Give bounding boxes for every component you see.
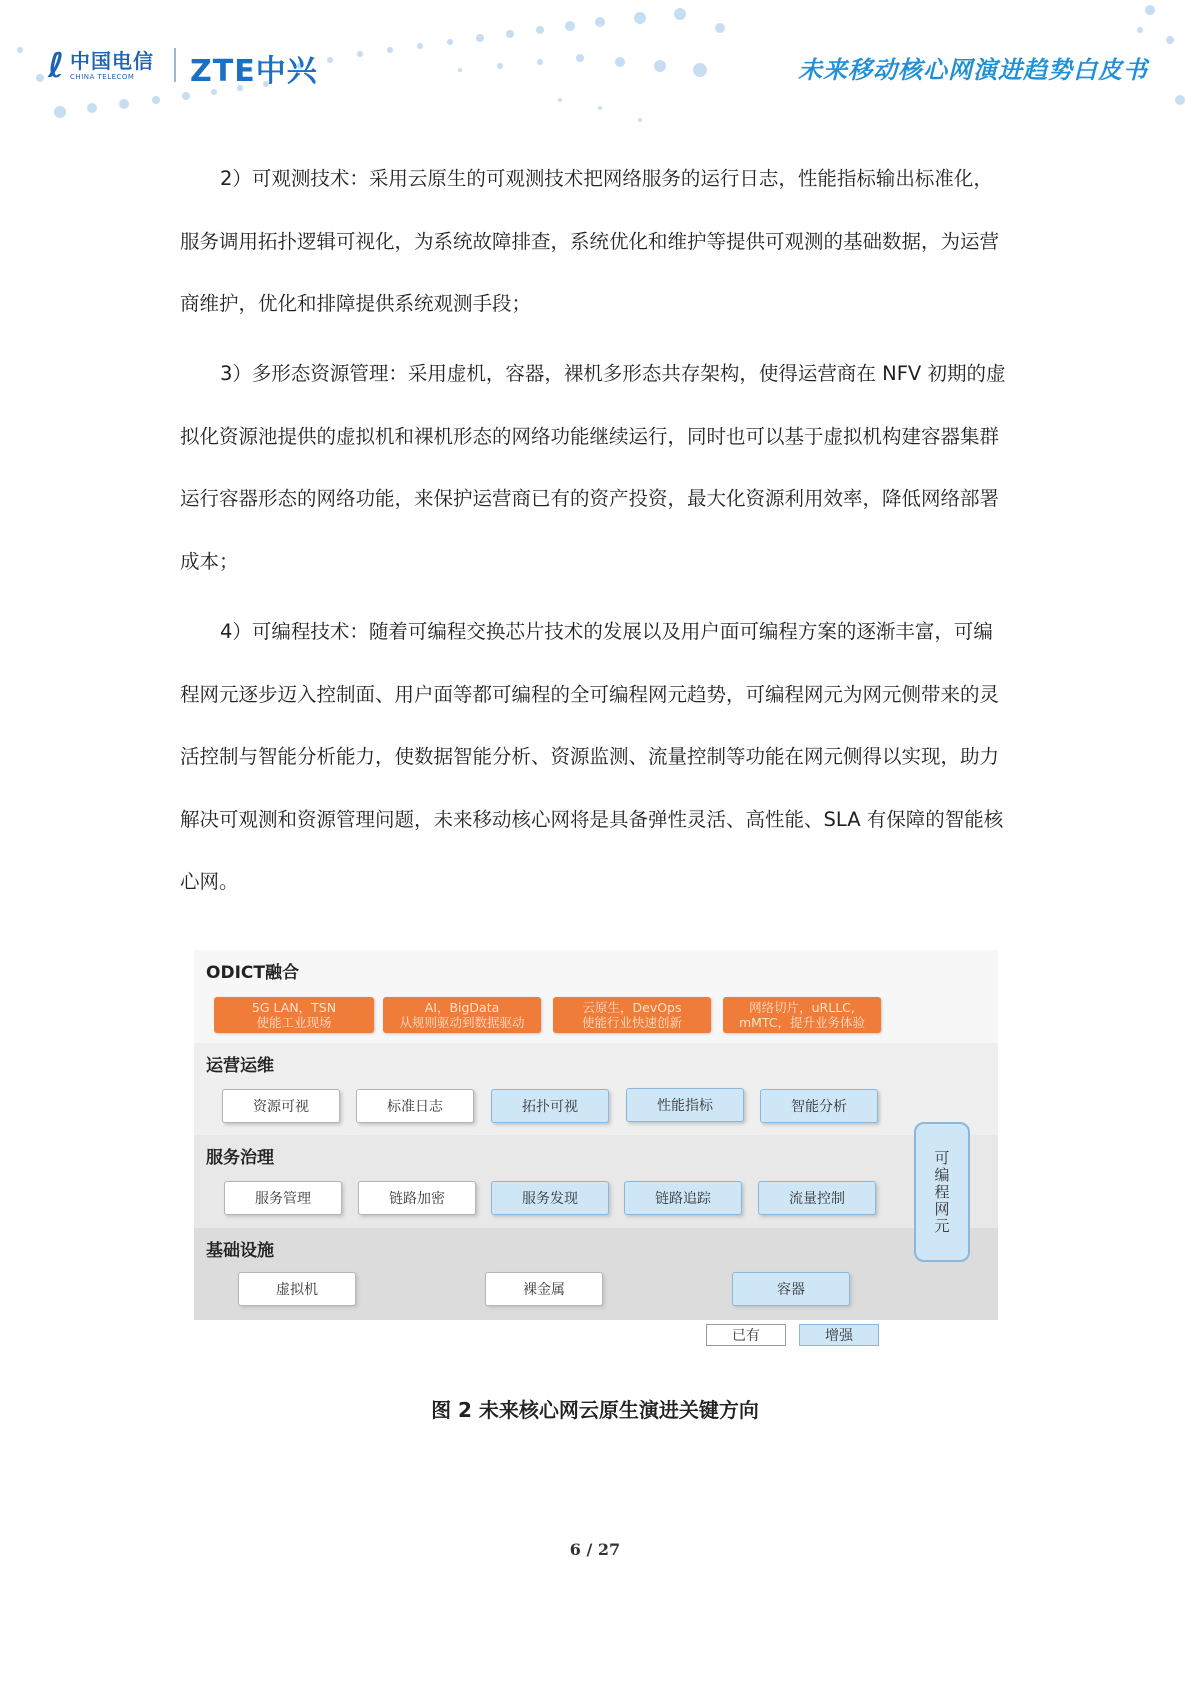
odict-item — [553, 997, 711, 1033]
existing-item: 资源可视 — [222, 1089, 340, 1123]
programmable-ne-box — [914, 1122, 970, 1262]
page-header — [0, 0, 1190, 140]
item-line2: 使能工业现场 — [256, 1015, 332, 1030]
programmable-ne-label: 可编程网元 — [932, 1149, 951, 1235]
section-title: ODICT融合 — [206, 963, 299, 983]
figure-caption: 图 2 未来核心网云原生演进关键方向 — [431, 1398, 759, 1422]
odict-item — [723, 997, 881, 1033]
legend-enhanced: 增强 — [799, 1324, 879, 1346]
architecture-figure — [194, 950, 998, 1320]
odict-item — [214, 997, 374, 1033]
paragraph-programmability — [180, 601, 1006, 914]
paragraph-observability — [180, 148, 1006, 336]
paragraph-text: 3）多形态资源管理：采用虚机，容器，裸机多形态共存架构，使得运营商在 NFV 初期的虚拟化资源池提供的虚拟机和裸机形态的网络功能继续运行，同时也可以基于虚拟机构建容器集群运行容器形态的网络功能，来保护运营商已有的资产投资，最大化资源利用效率，降低网络部署成本； — [180, 362, 1006, 573]
section-title: 基础设施 — [206, 1241, 274, 1261]
page-number: 6 / 27 — [569, 1540, 621, 1559]
enhanced-item: 容器 — [732, 1272, 850, 1306]
existing-item: 裸金属 — [485, 1272, 603, 1306]
existing-item: 标准日志 — [356, 1089, 474, 1123]
enhanced-item: 服务发现 — [491, 1181, 609, 1215]
paragraph-text: 2）可观测技术：采用云原生的可观测技术把网络服务的运行日志，性能指标输出标准化，服务调用拓扑逻辑可视化，为系统故障排查，系统优化和维护等提供可观测的基础数据，为运营商维护，优化和排障提供系统观测手段； — [180, 167, 1000, 315]
item-line2: 从规则驱动到数据驱动 — [399, 1015, 525, 1030]
paragraph-resource-management — [180, 343, 1006, 593]
enhanced-item: 流量控制 — [758, 1181, 876, 1215]
item-line1: AI，BigData — [424, 1000, 500, 1015]
legend-existing: 已有 — [706, 1324, 786, 1346]
enhanced-item: 性能指标 — [626, 1088, 744, 1122]
paragraph-text: 4）可编程技术：随着可编程交换芯片技术的发展以及用户面可编程方案的逐渐丰富，可编程网元逐步迈入控制面、用户面等都可编程的全可编程网元趋势，可编程网元为网元侧带来的灵活控制与智能分析能力，使数据智能分析、资源监测、流量控制等功能在网元侧得以实现，助力解决可观测和资源管理问题，未来移动核心网将是具备弹性灵活、高性能、SLA 有保障的智能核心网。 — [180, 620, 1004, 893]
china-telecom-en: CHINA TELECOM — [70, 73, 135, 81]
document-title: 未来移动核心网演进趋势白皮书 — [798, 56, 1148, 84]
logo-divider — [174, 48, 176, 82]
zte-logo: ZTE中兴 — [190, 54, 318, 89]
enhanced-item: 链路追踪 — [624, 1181, 742, 1215]
china-telecom-logo — [48, 46, 154, 86]
section-operations — [194, 1043, 998, 1135]
existing-item: 虚拟机 — [238, 1272, 356, 1306]
enhanced-item: 智能分析 — [760, 1089, 878, 1123]
enhanced-item: 拓扑可视 — [491, 1089, 609, 1123]
item-line1: 云原生，DevOps — [582, 1000, 682, 1015]
section-title: 运营运维 — [206, 1056, 274, 1076]
section-title: 服务治理 — [206, 1148, 274, 1168]
item-line1: 网络切片，uRLLC, — [749, 1000, 855, 1015]
existing-item: 链路加密 — [358, 1181, 476, 1215]
existing-item: 服务管理 — [224, 1181, 342, 1215]
china-telecom-name: 中国电信 — [70, 49, 155, 73]
item-line2: 使能行业快速创新 — [581, 1015, 682, 1030]
section-odict — [194, 950, 998, 1043]
china-telecom-emblem-icon: ℓ — [48, 46, 65, 86]
item-line2: mMTC，提升业务体验 — [738, 1015, 866, 1030]
section-infrastructure — [194, 1228, 998, 1320]
section-service-governance — [194, 1135, 998, 1228]
item-line1: 5G LAN，TSN — [251, 1000, 337, 1015]
odict-item — [383, 997, 541, 1033]
